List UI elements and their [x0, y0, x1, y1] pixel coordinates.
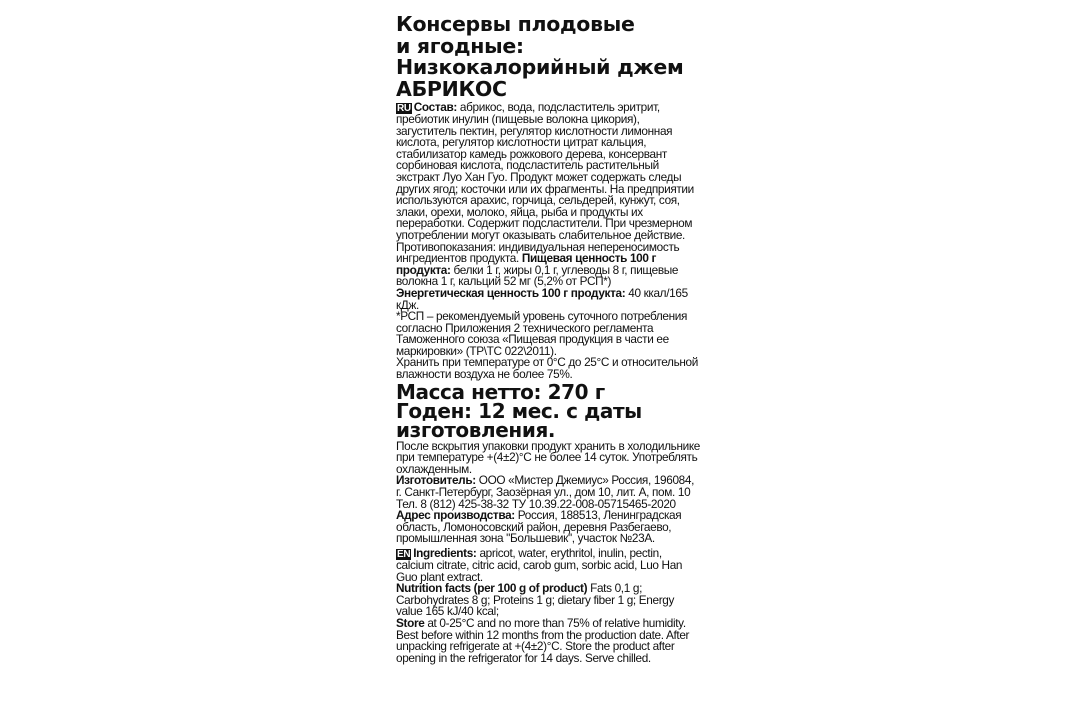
ru-composition-block: [396, 102, 701, 311]
en-language-tag: EN: [397, 549, 411, 560]
en-nutrition-text: Fats 0,1 g; Carbohydrates 8 g; Proteins 1 g; dietary fiber 1 g; Energy value 165 kJ/40 kcal;: [396, 581, 675, 619]
product-title: [396, 14, 701, 100]
ru-energy-text: 40 ккал/165 кДж.: [396, 285, 688, 312]
title-line-3: Низкокалорийный джем: [396, 55, 684, 79]
net-mass: Масса нетто: 270 г: [396, 379, 605, 404]
ru-manufacturer: [396, 475, 701, 510]
ru-composition-label: Состав:: [413, 100, 457, 114]
en-storage: [396, 615, 701, 665]
en-nutrition: [396, 583, 701, 618]
product-label: [396, 14, 701, 664]
title-line-4: АБРИКОС: [396, 76, 507, 101]
net-mass-and-shelf-life: [396, 379, 701, 442]
ru-language-tag: RU: [397, 103, 411, 114]
en-store-label: Store: [396, 615, 425, 630]
ru-after-opening: После вскрытия упаковки продукт хранить в холодильнике при температуре +(4±2)°C не более 14 суток. Употреблять охлажденным.: [396, 438, 700, 476]
shelf-life-line-2: изготовления.: [396, 417, 556, 442]
ru-storage: Хранить при температуре от 0°C до 25°C и относительной влажности воздуха не более 75%.: [396, 355, 698, 382]
en-store-text: at 0-25°C and no more than 75% of relative humidity. Best before within 12 months from the production date. After unpacking refrigerate at +(4±2)°C. Store the product after opening in the refrigerator for 14 days. Serve chilled.: [396, 615, 690, 665]
ru-energy-label: Энергетическая ценность 100 г продукта:: [396, 285, 626, 300]
ru-manufacturer-label: Изготовитель:: [396, 473, 476, 488]
en-ingredients-label: Ingredients:: [413, 546, 477, 560]
ru-manufacturer-text: ООО «Мистер Джемиус» Россия, 196084, г. Санкт-Петербург, Заозёрная ул., дом 10, лит. А, пом. 10 Тел. 8 (812) 425-38-32 ТУ 10.39.22-008-05715465-2020: [396, 473, 695, 511]
en-nutrition-label: Nutrition facts (per 100 g of product): [396, 581, 588, 596]
title-line-1: Консервы плодовые: [396, 12, 635, 36]
title-line-2: и ягодные:: [396, 33, 524, 58]
ru-nutrition-text: белки 1 г, жиры 0,1 г, углеводы 8 г, пищевые волокна 1 г, кальций 52 мг (5,2% от РСП*): [396, 262, 679, 289]
en-ingredients: [396, 548, 701, 583]
ru-production-label: Адрес производства:: [396, 508, 515, 523]
ru-composition-text: абрикос, вода, подсластитель эритрит, пребиотик инулин (пищевые волокна цикория), загуститель пектин, регулятор кислотности лимонная кислота, регулятор кислотности цитрат кальция, стабилизатор камедь рожкового дерева, консервант сорбиновая кислота, подсластитель растительный экстракт Луо Хан Гуо. Продукт может содержать следы других ягод; косточки или их фрагменты. На предприятии используются арахис, горчица, сельдерей, кунжут, соя, злаки, орехи, молоко, яйца, рыба и продукты их переработки. Содержит подсластители. При чрезмерном употреблении могут оказывать слабительное действие. Противопоказания: индивидуальная непереносимость ингредиентов продукта.: [396, 100, 694, 266]
en-ingredients-text: apricot, water, erythritol, inulin, pectin, calcium citrate, citric acid, carob gum, sorbic acid, Luo Han Guo plant extract.: [396, 546, 683, 584]
ru-rsp-note: *РСП – рекомендуемый уровень суточного потребления согласно Приложения 2 технического регламента Таможенного союза «Пищевая продукция в части ее маркировки» (ТР\ТС 022\2011).: [396, 309, 688, 358]
ru-production-address: [396, 510, 701, 545]
shelf-life-line-1: Годен: 12 мес. с даты: [396, 398, 642, 423]
ru-nutrition-label: Пищевая ценность 100 г продукта:: [396, 251, 657, 277]
ru-production-text: Россия, 188513, Ленинградская область, Ломоносовский район, деревня Разбегаево, промышленная зона "Большевик", участок №23А.: [396, 508, 682, 546]
